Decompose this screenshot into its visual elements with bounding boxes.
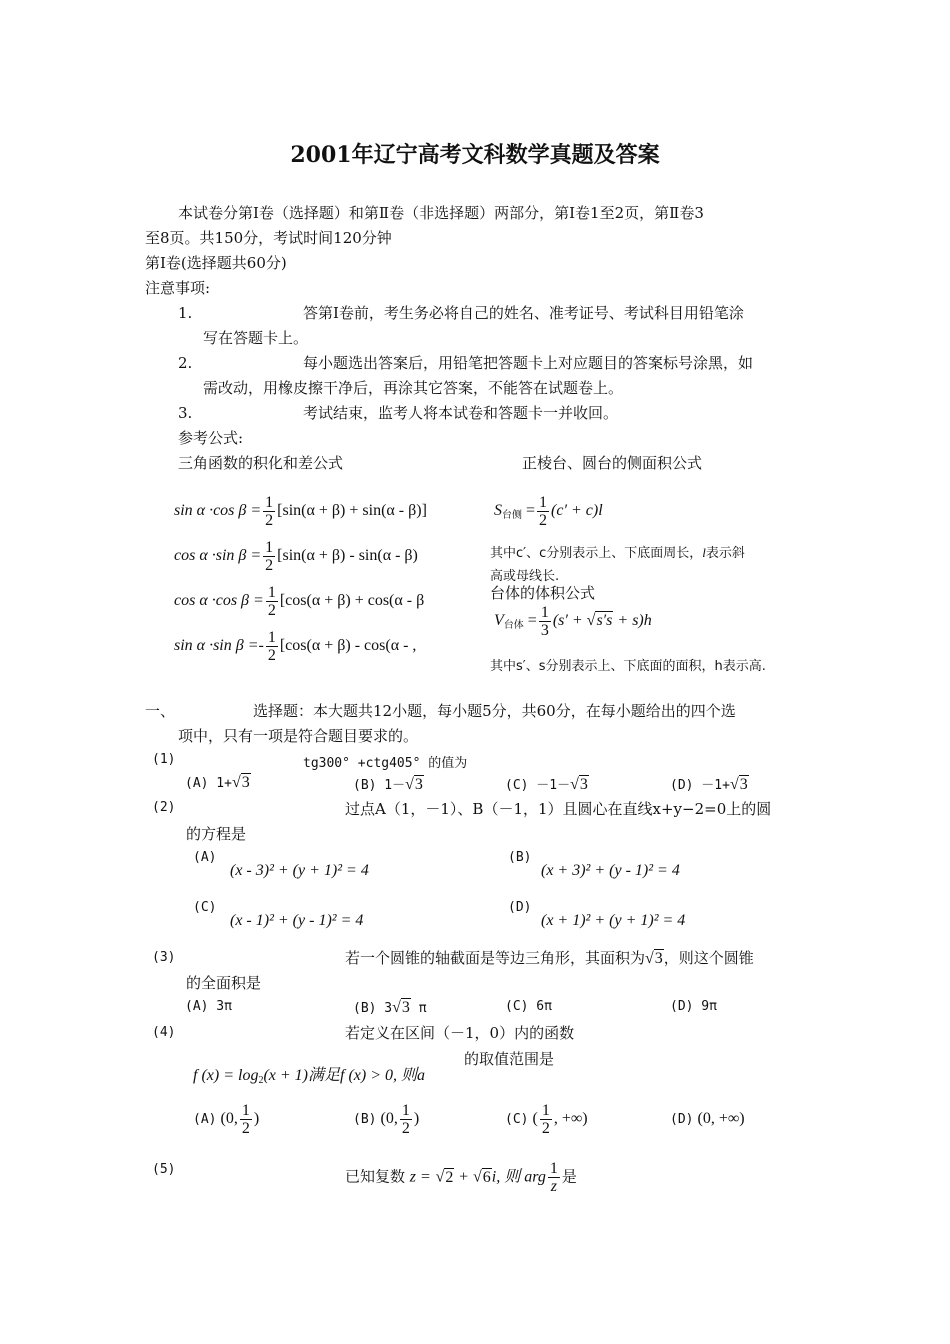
volume-note: 其中s′、s分别表示上、下底面的面积，h表示高.: [490, 659, 766, 674]
q2-option-d[interactable]: (x + 1)² + (y + 1)² = 4: [541, 912, 686, 929]
q1-option-b[interactable]: (B) 1－√3: [353, 776, 423, 793]
part-1-heading-cont: 项中，只有一项是符合题目要求的。: [178, 727, 419, 745]
ref-right-heading: 正棱台、圆台的侧面积公式: [522, 454, 703, 472]
formula-2: cos α ·sin β = $\frac{1}{2}$ [sin(α + β) - sin(α - β): [174, 539, 418, 574]
q1-number: (1): [152, 752, 176, 767]
q4-option-b[interactable]: (B) (0, $\frac{1}{2}$ ): [353, 1102, 420, 1137]
note-1-text: 答第Ⅰ卷前，考生务必将自己的姓名、准考证号、考试科目用铅笔涂: [303, 304, 744, 322]
q3-option-d[interactable]: (D) 9π: [670, 999, 717, 1014]
q1-option-d[interactable]: (D) －1+√3: [670, 776, 748, 793]
formula-4: sin α ·sin β =- $\frac{1}{2}$ [cos(α + β) - cos(α - ,: [174, 629, 417, 664]
lateral-area-formula: $S_{台侧}$ = $\frac{1}{2}$ (c′ + c)l: [494, 494, 603, 529]
formula-1: sin α ·cos β = $\frac{1}{2}$ [sin(α + β) + sin(α - β)]: [174, 494, 427, 529]
note-2-text: 每小题选出答案后，用铅笔把答题卡上对应题目的答案标号涂黑，如: [303, 354, 754, 372]
intro-line-1: 本试卷分第Ⅰ卷（选择题）和第Ⅱ卷（非选择题）两部分，第Ⅰ卷1至2页，第Ⅱ卷3: [178, 204, 704, 222]
q3-option-b[interactable]: (B) 3√3 π: [353, 999, 427, 1016]
q2-option-b[interactable]: (x + 3)² + (y - 1)² = 4: [541, 862, 680, 879]
volume-formula: $V_{台体}$ = $\frac{1}{3}$ (s′ + √s′s + s)h: [494, 604, 652, 639]
q4-option-c[interactable]: (C) ( $\frac{1}{2}$ , +∞): [505, 1102, 588, 1137]
q2-stem-cont: 的方程是: [186, 825, 247, 843]
notice-heading: 注意事项:: [145, 279, 211, 297]
q1-stem: tg300° +ctg405° 的值为: [303, 756, 468, 771]
note-3-number: 3.: [178, 404, 193, 422]
q2-option-a-label[interactable]: (A): [193, 850, 217, 865]
q2-stem: 过点A（1，－1）、B（－1，1）且圆心在直线x+y−2=0上的圆: [345, 800, 772, 818]
note-1-number: 1.: [178, 304, 193, 322]
q5-stem: 已知复数 z = √2 + √6i, 则 arg $\frac{1}{z}$ 是: [345, 1160, 577, 1195]
q2-option-a[interactable]: (x - 3)² + (y + 1)² = 4: [230, 862, 369, 879]
q3-option-a[interactable]: (A) 3π: [185, 999, 232, 1014]
formula-3: cos α ·cos β = $\frac{1}{2}$ [cos(α + β) + cos(α - β: [174, 584, 425, 619]
q4-option-d[interactable]: (D) (0, +∞): [670, 1110, 745, 1127]
q1-option-c[interactable]: (C) －1－√3: [505, 776, 588, 793]
q3-option-c[interactable]: (C) 6π: [505, 999, 552, 1014]
ref-left-heading: 三角函数的积化和差公式: [178, 454, 344, 472]
volume-heading: 台体的体积公式: [490, 584, 596, 602]
page-title: 2001年辽宁高考文科数学真题及答案: [290, 142, 660, 168]
q2-option-b-label[interactable]: (B): [508, 850, 532, 865]
section-1-heading: 第Ⅰ卷(选择题共60分): [145, 254, 287, 272]
note-1-text-cont: 写在答题卡上。: [203, 329, 309, 347]
q3-stem: 若一个圆锥的轴截面是等边三角形，其面积为√3，则这个圆锥: [345, 949, 754, 967]
part-1-number: 一、: [145, 702, 176, 720]
lateral-area-note: 其中c′、c分别表示上、下底面周长，l表示斜: [490, 545, 745, 561]
lateral-area-note-cont: 高或母线长.: [490, 569, 560, 584]
q3-stem-cont: 的全面积是: [186, 974, 262, 992]
part-1-heading: 选择题：本大题共12小题，每小题5分，共60分，在每小题给出的四个选: [253, 702, 736, 720]
q3-number: (3): [152, 950, 176, 965]
q4-number: (4): [152, 1025, 176, 1040]
q4-stem-tail: 的取值范围是: [464, 1050, 555, 1068]
note-2-number: 2.: [178, 354, 193, 372]
q4-stem: 若定义在区间（－1，0）内的函数: [345, 1024, 575, 1042]
q2-option-c-label[interactable]: (C): [193, 900, 217, 915]
note-3-text: 考试结束，监考人将本试卷和答题卡一并收回。: [303, 404, 619, 422]
ref-title: 参考公式:: [178, 429, 244, 447]
note-2-text-cont: 需改动，用橡皮擦干净后，再涂其它答案，不能答在试题卷上。: [203, 379, 624, 397]
q1-option-a[interactable]: (A) 1+√3: [185, 774, 250, 791]
q4-function: f $(x) = \log_2(x + 1)$满足f (x) > 0, 则a: [193, 1067, 426, 1086]
q4-option-a[interactable]: (A) (0, $\frac{1}{2}$ ): [193, 1102, 260, 1137]
q2-option-c[interactable]: (x - 1)² + (y - 1)² = 4: [230, 912, 364, 929]
product-to-sum-formulas: [174, 494, 470, 669]
q5-number: (5): [152, 1162, 176, 1177]
intro-line-2: 至8页。共150分，考试时间120分钟: [145, 229, 392, 247]
q2-option-d-label[interactable]: (D): [508, 900, 532, 915]
q2-number: (2): [152, 800, 176, 815]
